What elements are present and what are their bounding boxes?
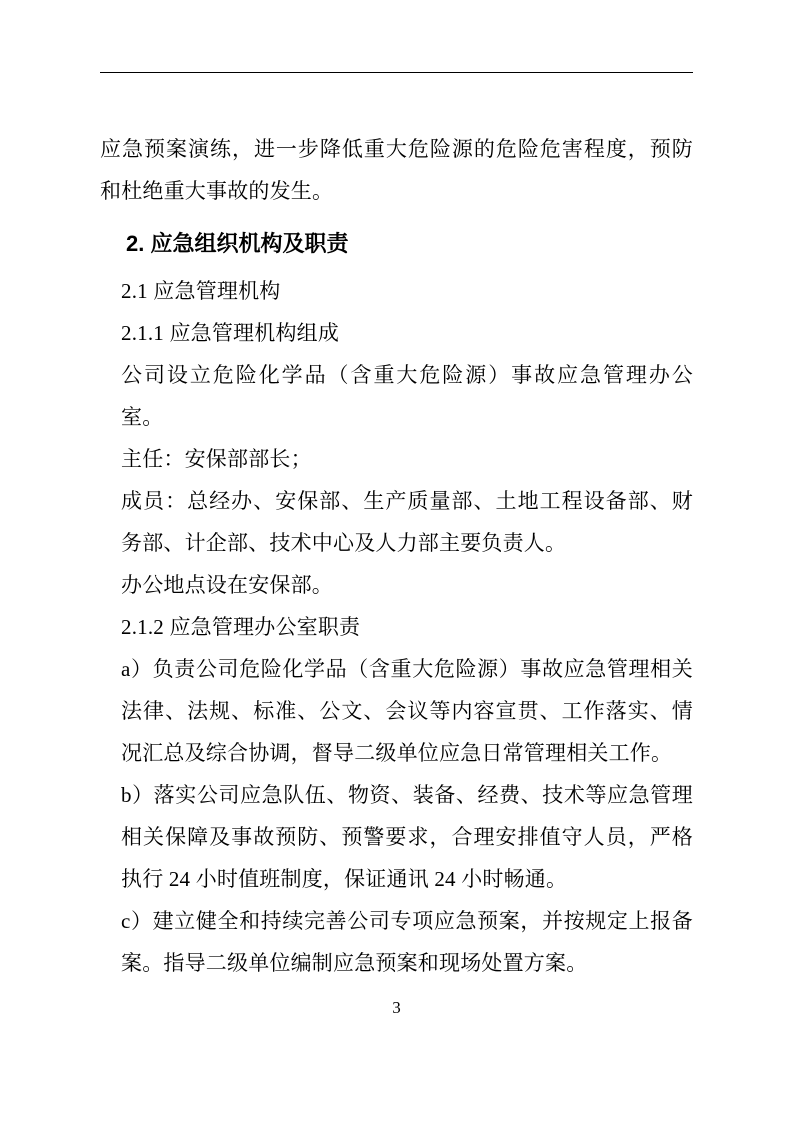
heading-subsection-2-1: 2.1 应急管理机构 (121, 279, 281, 303)
page-number: 3 (392, 998, 401, 1017)
paragraph-members: 成员：总经办、安保部、生产质量部、土地工程设备部、财务部、计企部、技术中心及人力部主要负责人。 (121, 489, 693, 555)
paragraph-office-location: 办公地点设在安保部。 (121, 573, 333, 597)
paragraph-item-c: c）建立健全和持续完善公司专项应急预案，并按规定上报备案。指导二级单位编制应急预案和现场处置方案。 (121, 909, 693, 975)
paragraph-intro: 应急预案演练，进一步降低重大危险源的危险危害程度，预防和杜绝重大事故的发生。 (100, 137, 693, 203)
heading-subsection-2-1-1: 2.1.1 应急管理机构组成 (121, 321, 340, 345)
document-body (100, 128, 693, 984)
paragraph-item-a: a）负责公司危险化学品（含重大危险源）事故应急管理相关法律、法规、标准、公文、会议等内容宣贯、工作落实、情况汇总及综合协调，督导二级单位应急日常管理相关工作。 (121, 657, 693, 765)
heading-subsection-2-1-2: 2.1.2 应急管理办公室职责 (121, 615, 361, 639)
heading-section-2: 2. 应急组织机构及职责 (126, 231, 349, 256)
header-divider (100, 72, 693, 73)
paragraph-office-setup: 公司设立危险化学品（含重大危险源）事故应急管理办公室。 (121, 363, 693, 429)
paragraph-director: 主任：安保部部长； (121, 447, 312, 471)
paragraph-item-b: b）落实公司应急队伍、物资、装备、经费、技术等应急管理相关保障及事故预防、预警要求，合理安排值守人员，严格执行 24 小时值班制度，保证通讯 24 小时畅通。 (121, 783, 693, 891)
